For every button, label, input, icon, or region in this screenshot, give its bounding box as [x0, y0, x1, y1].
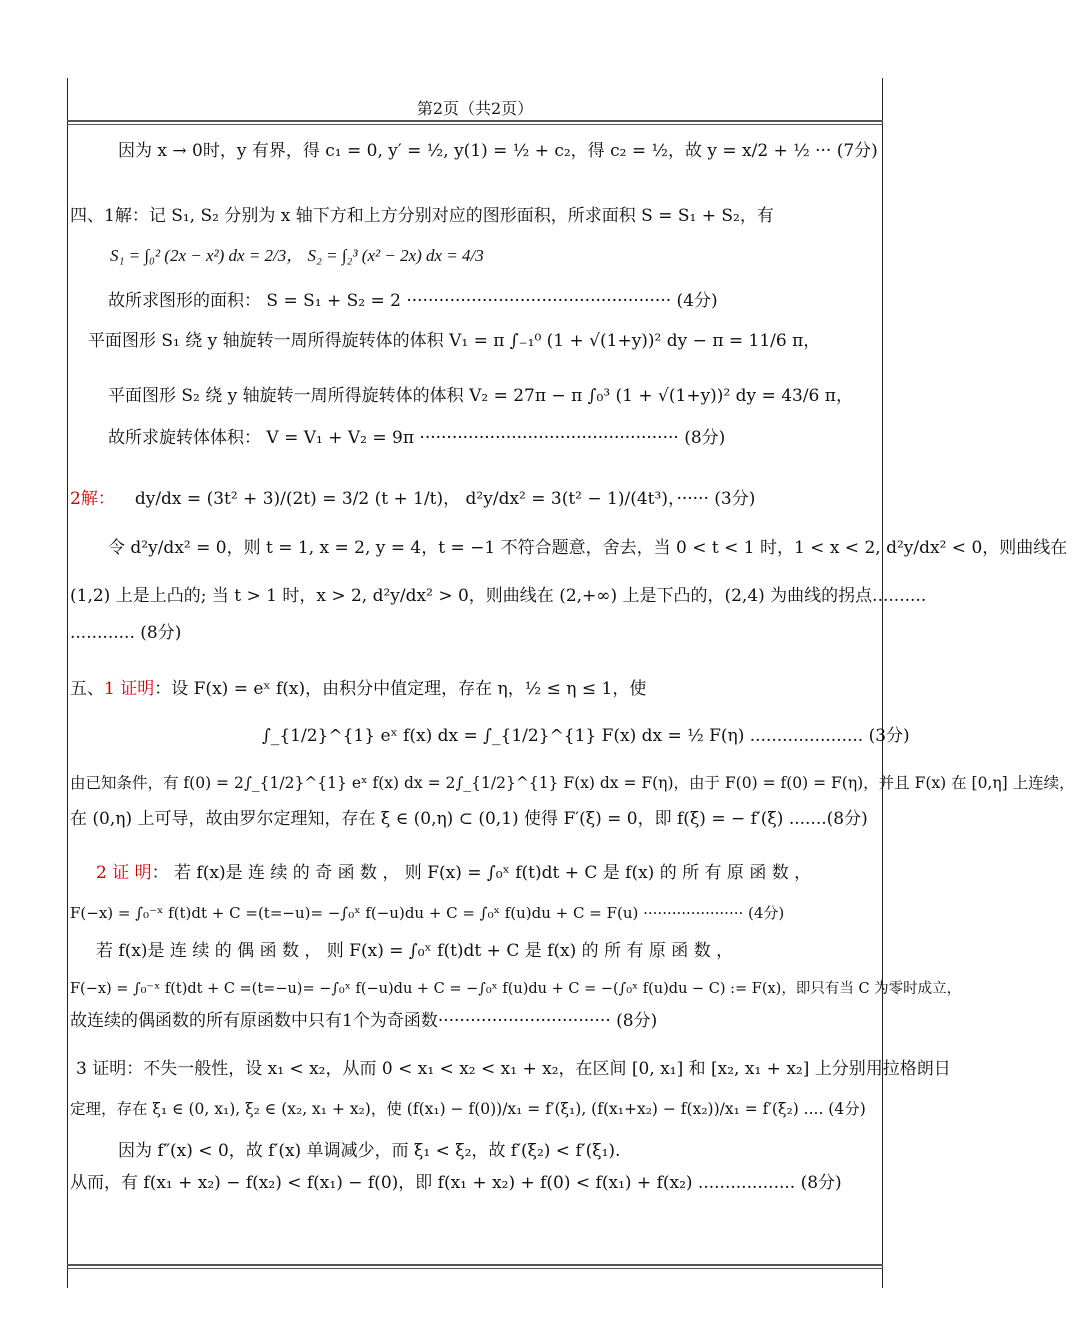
section-five-label: 五、 [70, 679, 104, 699]
line-23: 因为 f″(x) < 0，故 f′(x) 单调减少，而 ξ₁ < ξ₂，故 f′(ξ₂) < f′(ξ₁). [118, 1141, 621, 1161]
line-12 [70, 678, 646, 700]
line-15: 在 (0,η) 上可导，故由罗尔定理知，存在 ξ ∈ (0,η) ⊂ (0,1) 使得 F′(ξ) = 0，即 f(ξ) = − f′(ξ) .......(8分) [70, 809, 868, 829]
frame-left-border [67, 78, 68, 1288]
line-7: 故所求旋转体体积： V = V₁ + V₂ = 9π ················································ (8分) [108, 428, 726, 448]
line-24: 从而，有 f(x₁ + x₂) − f(x₂) < f(x₁) − f(0)，即 f(x₁ + x₂) + f(0) < f(x₁) + f(x₂) .................. (8分) [70, 1173, 842, 1193]
footer-rule [67, 1264, 883, 1266]
line-2: 四、1解：记 S₁, S₂ 分别为 x 轴下方和上方分别对应的图形面积，所求面积 S = S₁ + S₂，有 [70, 206, 774, 226]
page-header: 第2页（共2页） [416, 99, 534, 118]
line-10: (1,2) 上是上凸的; 当 t > 1 时，x > 2, d²y/dx² > 0，则曲线在 (2,+∞) 上是下凸的，(2,4) 为曲线的拐点.......... [70, 586, 927, 606]
line-12-text: ：设 F(x) = eˣ f(x)，由积分中值定理，存在 η，½ ≤ η ≤ 1，使 [154, 679, 647, 699]
line-16-text: ： 若 f(x)是 连 续 的 奇 函 数 ， 则 F(x) = ∫₀ˣ f(t)dt + C 是 f(x) 的 所 有 原 函 数 ， [151, 863, 812, 883]
proof-1-label: 1 证明 [104, 679, 155, 699]
line-18: 若 f(x)是 连 续 的 偶 函 数 ， 则 F(x) = ∫₀ˣ f(t)dt + C 是 f(x) 的 所 有 原 函 数 ， [96, 941, 734, 961]
line-3: S₁ = ∫₀² (2x − x²) dx = 2/3， S₂ = ∫₂³ (x² − 2x) dx = 4/3 [110, 246, 484, 265]
line-20: 故连续的偶函数的所有原函数中只有1个为奇函数································ (8分) [70, 1011, 658, 1031]
line-8 [70, 488, 755, 510]
line-6: 平面图形 S₂ 绕 y 轴旋转一周所得旋转体的体积 V₂ = 27π − π ∫₀³ (1 + √(1+y))² dy = 43/6 π， [108, 386, 853, 406]
header-rule [67, 120, 883, 122]
line-16 [96, 862, 811, 884]
line-13: ∫_{1/2}^{1} eˣ f(x) dx = ∫_{1/2}^{1} F(x) dx = ½ F(η) ..................... (3分) [262, 726, 910, 746]
line-17: F(−x) = ∫₀⁻ˣ f(t)dt + C =(t=−u)= −∫₀ˣ f(−u)du + C = ∫₀ˣ f(u)du + C = F(u) ····················· (4分) [70, 904, 785, 922]
line-9: 令 d²y/dx² = 0，则 t = 1, x = 2, y = 4，t = −1 不符合题意，舍去，当 0 < t < 1 时，1 < x < 2, d²y/dx² < 0，则曲线在 [108, 538, 1068, 558]
line-22: 定理，存在 ξ₁ ∈ (0, x₁), ξ₂ ∈ (x₂, x₁ + x₂)，使 (f(x₁) − f(0))/x₁ = f′(ξ₁), (f(x₁+x₂) − f(x₂))/x₁ = f′(ξ₂) .... (4分) [70, 1100, 866, 1118]
line-21: 3 证明：不失一般性，设 x₁ < x₂，从而 0 < x₁ < x₂ < x₁ + x₂，在区间 [0, x₁] 和 [x₂, x₁ + x₂] 上分别用拉格朗日 [76, 1059, 951, 1079]
line-1: 因为 x → 0时，y 有界，得 c₁ = 0, y′ = ½, y(1) = ½ + c₂，得 c₂ = ½，故 y = x/2 + ½ ··· (7分) [118, 141, 878, 161]
footer-rule-thin [67, 1268, 883, 1269]
line-11: ............ (8分) [70, 623, 182, 643]
solution-2-label: 2解： [70, 489, 115, 509]
line-4: 故所求图形的面积： S = S₁ + S₂ = 2 ················································· (4分) [108, 291, 718, 311]
line-8-text: dy/dx = (3t² + 3)/(2t) = 3/2 (t + 1/t)， d²y/dx² = 3(t² − 1)/(4t³)，······ (3分) [134, 489, 756, 509]
proof-2-label: 2 证 明 [96, 863, 152, 883]
line-19: F(−x) = ∫₀⁻ˣ f(t)dt + C =(t=−u)= −∫₀ˣ f(−u)du + C = −∫₀ˣ f(u)du + C = −(∫₀ˣ f(u)du − C) := F(x)，即只有当 C 为零时成立， [70, 981, 962, 997]
line-5: 平面图形 S₁ 绕 y 轴旋转一周所得旋转体的体积 V₁ = π ∫₋₁⁰ (1 + √(1+y))² dy − π = 11/6 π， [88, 331, 821, 351]
frame-right-border [882, 78, 883, 1288]
line-14: 由已知条件，有 f(0) = 2∫_{1/2}^{1} eˣ f(x) dx = 2∫_{1/2}^{1} F(x) dx = F(η)，由于 F(0) = f(0) = F(η)，并且 F(x) 在 [0,η] 上连续， [70, 774, 1075, 792]
header-rule-thin [67, 124, 883, 125]
